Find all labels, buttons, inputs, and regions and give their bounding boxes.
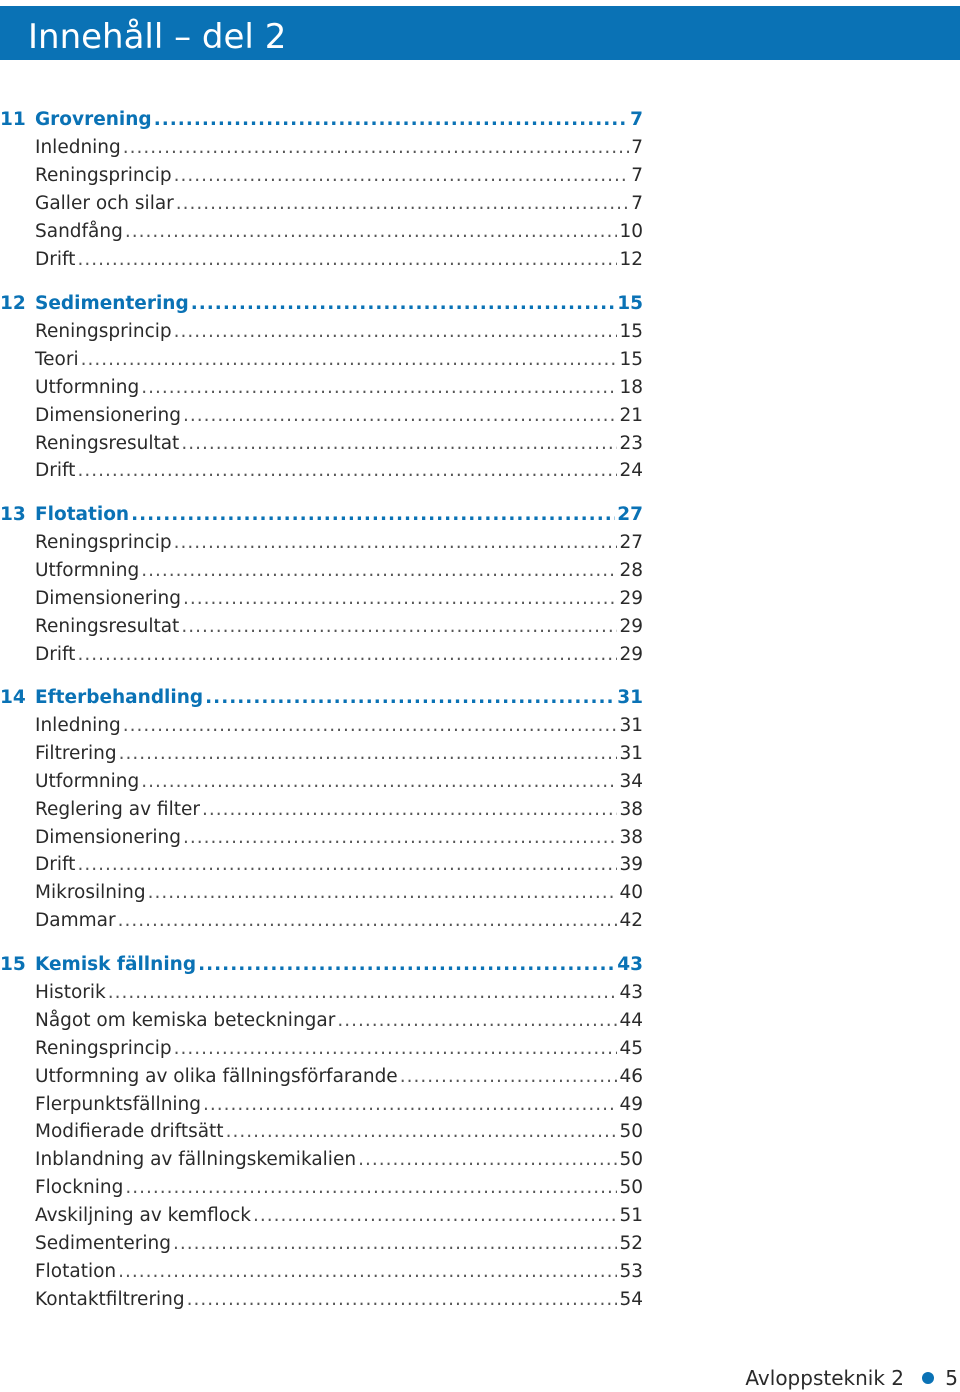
entry-title: Mikrosilning: [35, 882, 146, 904]
toc-section-entry[interactable]: [0, 374, 643, 402]
entry-title: Galler och silar: [35, 192, 174, 214]
toc-section-entry[interactable]: [0, 585, 643, 613]
dot-leader: [108, 979, 618, 1007]
dot-leader: [253, 1202, 617, 1230]
entry-page-number: 15: [617, 293, 643, 314]
entry-title: Utformning av olika fällningsförfarande: [35, 1065, 398, 1087]
entry-title: Flotation: [35, 1260, 117, 1282]
dot-leader: [358, 1146, 617, 1174]
toc-section-entry[interactable]: [0, 712, 643, 740]
entry-title: Reningsresultat: [35, 615, 180, 637]
dot-leader: [202, 796, 617, 824]
entry-page-number: 42: [619, 910, 643, 932]
entry-title: Drift: [35, 248, 76, 270]
entry-title: Flotation: [35, 504, 130, 525]
entry-page-number: 51: [619, 1205, 643, 1227]
entry-page-number: 12: [619, 248, 643, 270]
entry-title: Reningsresultat: [35, 432, 180, 454]
dot-leader: [148, 879, 618, 907]
toc-section-entry[interactable]: [0, 134, 643, 162]
dot-leader: [174, 162, 630, 190]
entry-number: 14: [0, 687, 26, 708]
entry-title: Inledning: [35, 714, 121, 736]
entry-page-number: 31: [617, 687, 643, 708]
dot-leader: [174, 318, 618, 346]
dot-leader: [77, 851, 617, 879]
entry-page-number: 29: [619, 615, 643, 637]
toc-section-entry[interactable]: [0, 1230, 643, 1258]
dot-leader: [187, 1286, 618, 1314]
entry-title: Filtrering: [35, 742, 117, 764]
entry-title: Flockning: [35, 1177, 124, 1199]
entry-page-number: 31: [619, 714, 643, 736]
dot-leader: [123, 134, 629, 162]
dot-leader: [131, 501, 615, 529]
toc-section-entry[interactable]: [0, 1258, 643, 1286]
entry-page-number: 24: [619, 460, 643, 482]
header-banner: [0, 6, 960, 60]
footer-book-title: Avloppsteknik 2: [745, 1366, 904, 1390]
toc-chapter-entry[interactable]: [0, 106, 643, 134]
dot-leader: [226, 1118, 618, 1146]
toc-section-entry[interactable]: [0, 346, 643, 374]
entry-page-number: 49: [619, 1093, 643, 1115]
entry-title: Något om kemiska beteckningar: [35, 1009, 336, 1031]
entry-page-number: 10: [619, 220, 643, 242]
entry-title: Drift: [35, 643, 76, 665]
entry-page-number: 7: [631, 192, 643, 214]
entry-page-number: 38: [619, 798, 643, 820]
entry-number: 12: [0, 293, 26, 314]
toc-section-entry[interactable]: [0, 318, 643, 346]
toc-section-entry[interactable]: [0, 979, 643, 1007]
footer-dot-icon: [922, 1372, 934, 1384]
toc-section-entry[interactable]: [0, 907, 643, 935]
footer-page-number: 5: [945, 1366, 958, 1390]
entry-title: Reningsprincip: [35, 1037, 172, 1059]
dot-leader: [173, 1230, 617, 1258]
toc-section-entry[interactable]: [0, 824, 643, 852]
toc-section-entry[interactable]: [0, 796, 643, 824]
entry-title: Kontaktfiltrering: [35, 1288, 185, 1310]
entry-page-number: 29: [619, 643, 643, 665]
entry-title: Teori: [35, 348, 79, 370]
entry-page-number: 54: [619, 1288, 643, 1310]
entry-page-number: 7: [630, 109, 643, 130]
entry-title: Modifierade driftsätt: [35, 1121, 224, 1143]
entry-page-number: 27: [617, 504, 643, 525]
dot-leader: [77, 457, 617, 485]
entry-page-number: 40: [619, 882, 643, 904]
entry-title: Reglering av filter: [35, 798, 200, 820]
toc-section-entry[interactable]: [0, 1091, 643, 1119]
toc-chapter-entry[interactable]: [0, 951, 643, 979]
toc-section-entry[interactable]: [0, 246, 643, 274]
entry-page-number: 18: [619, 376, 643, 398]
entry-title: Grovrening: [35, 109, 152, 130]
entry-page-number: 21: [619, 404, 643, 426]
dot-leader: [176, 190, 629, 218]
entry-page-number: 15: [619, 348, 643, 370]
toc-chapter-entry[interactable]: [0, 684, 643, 712]
entry-title: Kemisk fällning: [35, 954, 197, 975]
dot-leader: [181, 613, 617, 641]
entry-number: 13: [0, 504, 26, 525]
entry-title: Reningsprincip: [35, 320, 172, 342]
toc-section-entry[interactable]: [0, 740, 643, 768]
entry-title: Dimensionering: [35, 404, 181, 426]
dot-leader: [174, 529, 618, 557]
entry-title: Utformning: [35, 376, 140, 398]
entry-page-number: 46: [619, 1065, 643, 1087]
entry-title: Historik: [35, 981, 106, 1003]
toc-section-entry[interactable]: [0, 851, 643, 879]
toc-section-entry[interactable]: [0, 162, 643, 190]
entry-title: Utformning: [35, 559, 140, 581]
toc-section-entry[interactable]: [0, 1286, 643, 1314]
toc-section-entry[interactable]: [0, 529, 643, 557]
entry-title: Sedimentering: [35, 1233, 171, 1254]
toc-section-entry[interactable]: [0, 457, 643, 485]
entry-page-number: 23: [619, 432, 643, 454]
dot-leader: [141, 768, 617, 796]
toc-section-entry[interactable]: [0, 879, 643, 907]
entry-title: Avskiljning av kemflock: [35, 1205, 251, 1227]
entry-page-number: 39: [619, 854, 643, 876]
entry-page-number: 31: [619, 742, 643, 764]
toc-section-entry[interactable]: [0, 402, 643, 430]
dot-leader: [141, 557, 617, 585]
entry-title: Efterbehandling: [35, 687, 204, 708]
entry-page-number: 15: [619, 320, 643, 342]
entry-title: Sandfång: [35, 220, 123, 242]
entry-page-number: 43: [619, 981, 643, 1003]
dot-leader: [183, 402, 618, 430]
toc-section-entry[interactable]: [0, 430, 643, 458]
entry-title: Reningsprincip: [35, 531, 172, 553]
toc-chapter-entry[interactable]: [0, 501, 643, 529]
dot-leader: [125, 218, 618, 246]
entry-page-number: 38: [619, 826, 643, 848]
dot-leader: [119, 740, 618, 768]
entry-page-number: 52: [619, 1233, 643, 1254]
entry-page-number: 43: [617, 954, 643, 975]
dot-leader: [191, 290, 616, 318]
entry-page-number: 27: [619, 531, 643, 553]
dot-leader: [400, 1063, 618, 1091]
dot-leader: [81, 346, 618, 374]
entry-page-number: 50: [619, 1149, 643, 1171]
dot-leader: [203, 1091, 617, 1119]
page-title: Innehåll – del 2: [28, 17, 287, 57]
toc-section-entry[interactable]: [0, 1202, 643, 1230]
entry-page-number: 45: [619, 1037, 643, 1059]
entry-title: Utformning: [35, 770, 140, 792]
dot-leader: [337, 1007, 617, 1035]
dot-leader: [77, 641, 617, 669]
dot-leader: [125, 1174, 617, 1202]
entry-title: Dammar: [35, 910, 116, 932]
toc-section-entry[interactable]: [0, 218, 643, 246]
entry-title: Inledning: [35, 136, 121, 158]
entry-title: Reningsprincip: [35, 164, 172, 186]
dot-leader: [118, 907, 618, 935]
entry-number: 11: [0, 109, 26, 130]
toc-section-entry[interactable]: [0, 557, 643, 585]
toc-section-entry[interactable]: [0, 1007, 643, 1035]
entry-page-number: 53: [619, 1260, 643, 1282]
dot-leader: [77, 246, 617, 274]
toc-section-entry[interactable]: [0, 641, 643, 669]
dot-leader: [141, 374, 617, 402]
page-footer: [660, 1364, 960, 1392]
entry-title: Drift: [35, 460, 76, 482]
toc-chapter-entry[interactable]: [0, 290, 643, 318]
entry-title: Drift: [35, 854, 76, 876]
dot-leader: [181, 430, 617, 458]
entry-page-number: 28: [619, 559, 643, 581]
toc-section-entry[interactable]: [0, 1174, 643, 1202]
dot-leader: [154, 106, 628, 134]
entry-title: Dimensionering: [35, 587, 181, 609]
entry-title: Sedimentering: [35, 293, 189, 314]
entry-page-number: 34: [619, 770, 643, 792]
entry-title: Flerpunktsfällning: [35, 1093, 202, 1115]
entry-title: Dimensionering: [35, 826, 181, 848]
entry-title: Inblandning av fällningskemikalien: [35, 1149, 357, 1171]
dot-leader: [174, 1035, 618, 1063]
dot-leader: [183, 824, 618, 852]
entry-number: 15: [0, 954, 26, 975]
entry-page-number: 50: [619, 1177, 643, 1199]
entry-page-number: 7: [631, 136, 643, 158]
dot-leader: [183, 585, 618, 613]
toc-section-entry[interactable]: [0, 1146, 643, 1174]
toc-section-entry[interactable]: [0, 1118, 643, 1146]
toc-section-entry[interactable]: [0, 190, 643, 218]
toc-section-entry[interactable]: [0, 1063, 643, 1091]
entry-page-number: 44: [619, 1009, 643, 1031]
toc-section-entry[interactable]: [0, 1035, 643, 1063]
dot-leader: [198, 951, 615, 979]
toc-section-entry[interactable]: [0, 613, 643, 641]
entry-page-number: 50: [619, 1121, 643, 1143]
dot-leader: [123, 712, 618, 740]
entry-page-number: 29: [619, 587, 643, 609]
toc-section-entry[interactable]: [0, 768, 643, 796]
entry-page-number: 7: [631, 164, 643, 186]
dot-leader: [118, 1258, 617, 1286]
dot-leader: [205, 684, 615, 712]
